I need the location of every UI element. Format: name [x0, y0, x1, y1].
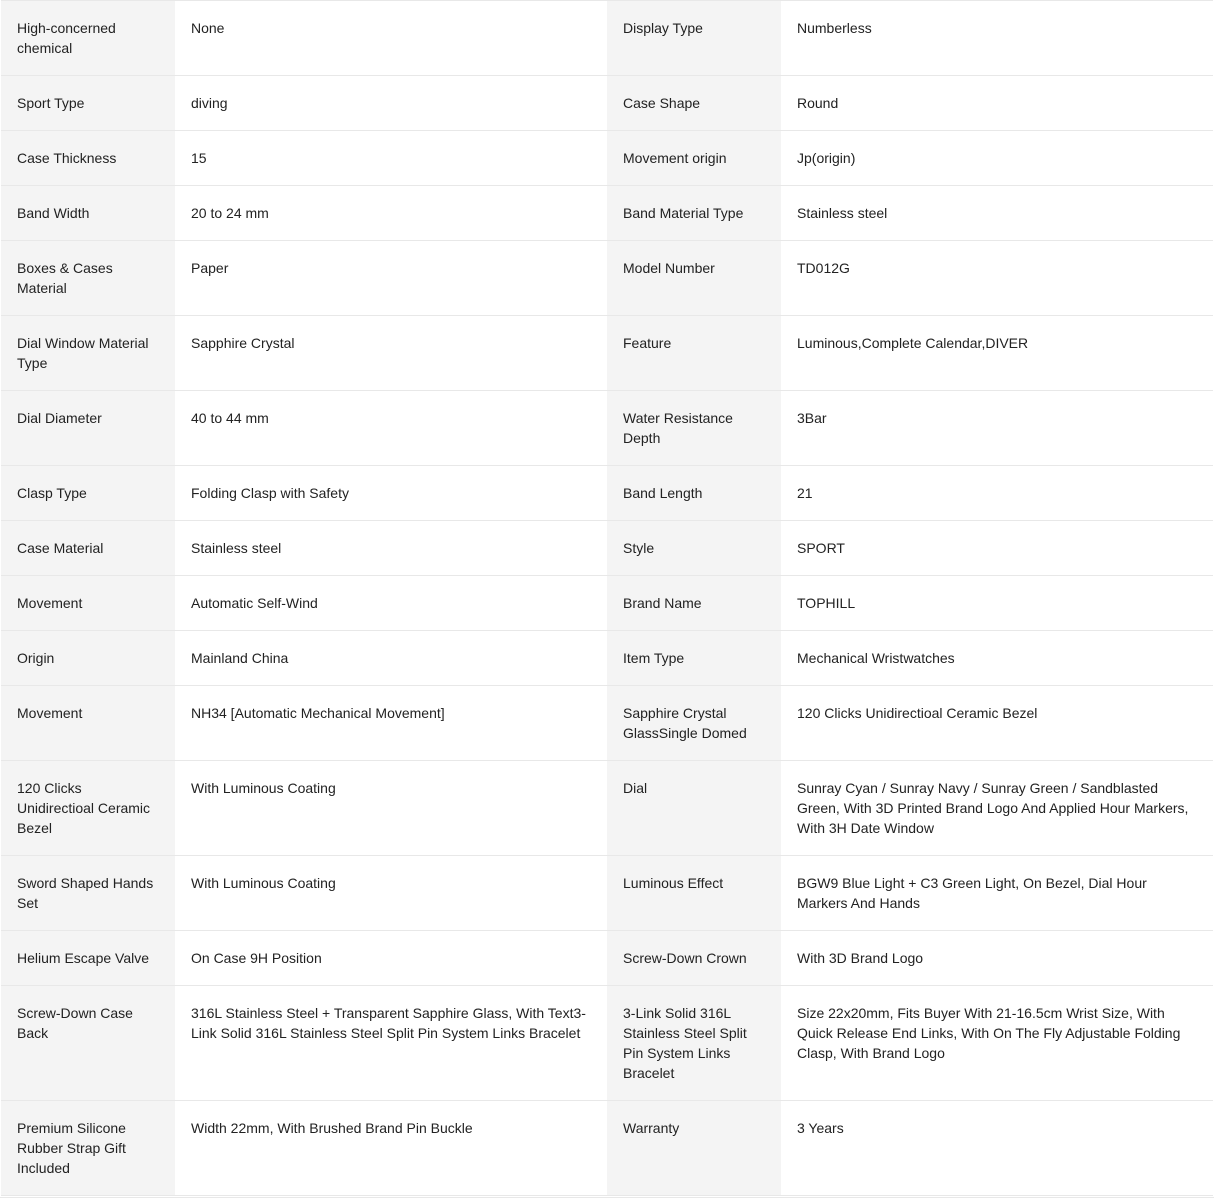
spec-label: Dial Window Material Type [1, 316, 175, 391]
spec-label: Case Thickness [1, 131, 175, 186]
spec-label: Movement origin [607, 131, 781, 186]
spec-label: Band Length [607, 466, 781, 521]
spec-value: NH34 [Automatic Mechanical Movement] [175, 686, 607, 761]
spec-label: Screw-Down Case Back [1, 986, 175, 1101]
spec-value: Paper [175, 241, 607, 316]
spec-value: TOPHILL [781, 576, 1213, 631]
spec-value: Mechanical Wristwatches [781, 631, 1213, 686]
spec-row [1, 131, 1213, 186]
spec-label: Case Shape [607, 76, 781, 131]
spec-label: Luminous Effect [607, 856, 781, 931]
spec-table [1, 0, 1213, 1196]
spec-value: Numberless [781, 1, 1213, 76]
spec-value: 40 to 44 mm [175, 391, 607, 466]
spec-label: Screw-Down Crown [607, 931, 781, 986]
spec-value: With 3D Brand Logo [781, 931, 1213, 986]
spec-value: 21 [781, 466, 1213, 521]
spec-table-body [1, 1, 1213, 1196]
spec-label: Display Type [607, 1, 781, 76]
spec-value: On Case 9H Position [175, 931, 607, 986]
spec-value: With Luminous Coating [175, 856, 607, 931]
spec-label: Helium Escape Valve [1, 931, 175, 986]
spec-label: Case Material [1, 521, 175, 576]
spec-row [1, 686, 1213, 761]
spec-row [1, 466, 1213, 521]
spec-label: Warranty [607, 1101, 781, 1196]
spec-value: With Luminous Coating [175, 761, 607, 856]
spec-value: TD012G [781, 241, 1213, 316]
spec-value: Mainland China [175, 631, 607, 686]
spec-row [1, 1, 1213, 76]
spec-row [1, 856, 1213, 931]
spec-label: Feature [607, 316, 781, 391]
spec-label: Clasp Type [1, 466, 175, 521]
spec-label: High-concerned chemical [1, 1, 175, 76]
spec-label: Band Width [1, 186, 175, 241]
spec-value: 120 Clicks Unidirectioal Ceramic Bezel [781, 686, 1213, 761]
spec-value: Sapphire Crystal [175, 316, 607, 391]
spec-label: Brand Name [607, 576, 781, 631]
spec-value: Round [781, 76, 1213, 131]
spec-label: Dial [607, 761, 781, 856]
spec-value: Size 22x20mm, Fits Buyer With 21-16.5cm Wrist Size, With Quick Release End Links, With On The Fly Adjustable Folding Clasp, With Brand Logo [781, 986, 1213, 1101]
spec-label: 120 Clicks Unidirectioal Ceramic Bezel [1, 761, 175, 856]
spec-row [1, 1101, 1213, 1196]
spec-row [1, 521, 1213, 576]
spec-value: Folding Clasp with Safety [175, 466, 607, 521]
spec-label: Movement [1, 576, 175, 631]
spec-value: SPORT [781, 521, 1213, 576]
spec-label: Sport Type [1, 76, 175, 131]
spec-row [1, 986, 1213, 1101]
spec-value: Luminous,Complete Calendar,DIVER [781, 316, 1213, 391]
spec-label: Premium Silicone Rubber Strap Gift Included [1, 1101, 175, 1196]
spec-value: 316L Stainless Steel + Transparent Sapphire Glass, With Text3-Link Solid 316L Stainless Steel Split Pin System Links Bracelet [175, 986, 607, 1101]
spec-label: Water Resistance Depth [607, 391, 781, 466]
spec-value: Automatic Self-Wind [175, 576, 607, 631]
spec-label: Sword Shaped Hands Set [1, 856, 175, 931]
spec-label: Sapphire Crystal GlassSingle Domed [607, 686, 781, 761]
spec-value: diving [175, 76, 607, 131]
spec-row [1, 391, 1213, 466]
spec-row [1, 186, 1213, 241]
spec-value: Jp(origin) [781, 131, 1213, 186]
spec-label: 3-Link Solid 316L Stainless Steel Split Pin System Links Bracelet [607, 986, 781, 1101]
spec-label: Movement [1, 686, 175, 761]
bottom-divider [0, 1197, 1214, 1198]
spec-value: Width 22mm, With Brushed Brand Pin Buckle [175, 1101, 607, 1196]
spec-row [1, 76, 1213, 131]
spec-label: Dial Diameter [1, 391, 175, 466]
spec-row [1, 576, 1213, 631]
spec-value: Stainless steel [175, 521, 607, 576]
spec-value: 20 to 24 mm [175, 186, 607, 241]
spec-label: Origin [1, 631, 175, 686]
spec-value: 3 Years [781, 1101, 1213, 1196]
spec-value: None [175, 1, 607, 76]
spec-row [1, 761, 1213, 856]
spec-row [1, 241, 1213, 316]
spec-value: Sunray Cyan / Sunray Navy / Sunray Green / Sandblasted Green, With 3D Printed Brand Logo And Applied Hour Markers, With 3H Date Window [781, 761, 1213, 856]
spec-value: BGW9 Blue Light + C3 Green Light, On Bezel, Dial Hour Markers And Hands [781, 856, 1213, 931]
spec-row [1, 316, 1213, 391]
spec-label: Item Type [607, 631, 781, 686]
spec-label: Boxes & Cases Material [1, 241, 175, 316]
spec-value: Stainless steel [781, 186, 1213, 241]
spec-label: Model Number [607, 241, 781, 316]
spec-value: 15 [175, 131, 607, 186]
spec-value: 3Bar [781, 391, 1213, 466]
spec-row [1, 931, 1213, 986]
spec-row [1, 631, 1213, 686]
spec-label: Band Material Type [607, 186, 781, 241]
spec-label: Style [607, 521, 781, 576]
